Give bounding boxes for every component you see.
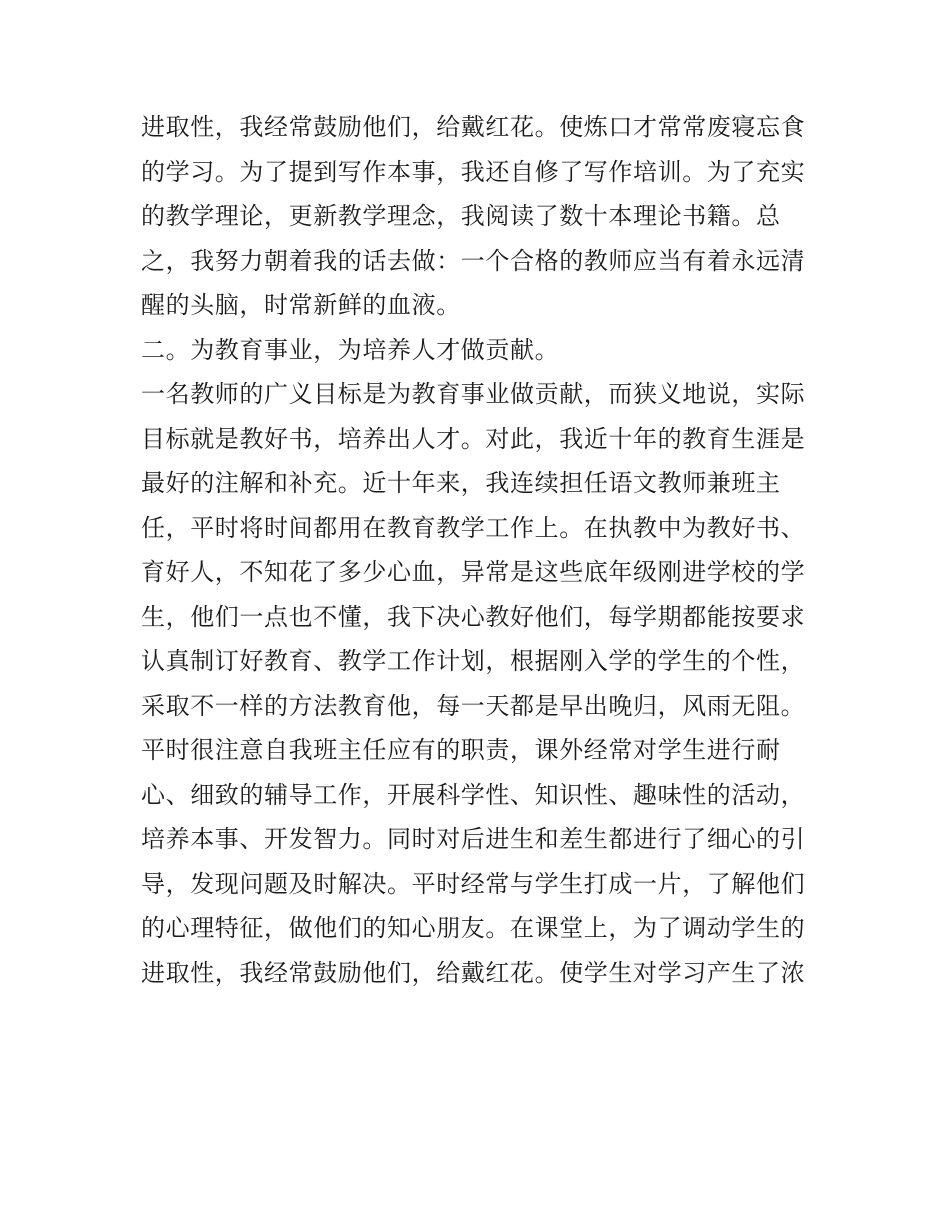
text-line: 生，他们一点也不懂，我下决心教好他们，每学期都能按要求	[141, 602, 806, 631]
text-line: 的教学理论，更新教学理念，我阅读了数十本理论书籍。总	[141, 202, 781, 230]
text-line: 的心理特征，做他们的知心朋友。在课堂上，为了调动学生的	[141, 914, 806, 942]
section-heading: 二。为教育事业，为培养人才做贡献。	[141, 335, 560, 364]
text-line: 采取不一样的方法教育他，每一天都是早出晚归，风雨无阻。	[141, 691, 806, 720]
text-line: 之，我努力朝着我的话去做：一个合格的教师应当有着永远清	[141, 246, 806, 275]
text-line: 醒的头脑，时常新鲜的血液。	[141, 291, 461, 319]
body-text	[141, 105, 821, 995]
text-line: 心、细致的辅导工作，开展科学性、知识性、趣味性的活动，	[141, 780, 806, 809]
text-line: 最好的注解和补充。近十年来，我连续担任语文教师兼班主	[141, 469, 781, 497]
text-line: 目标就是教好书，培养出人才。对此，我近十年的教育生涯是	[141, 424, 806, 453]
text-line: 认真制订好教育、教学工作计划，根据刚入学的学生的个性，	[141, 647, 806, 675]
text-line: 育好人，不知花了多少心血，异常是这些底年级刚进学校的学	[141, 558, 806, 586]
text-line: 培养本事、开发智力。同时对后进生和差生都进行了细心的引	[141, 825, 806, 853]
text-line: 进取性，我经常鼓励他们，给戴红花。使炼口才常常废寝忘食	[141, 113, 806, 141]
text-line: 一名教师的广义目标是为教育事业做贡献，而狭义地说，实际	[141, 380, 806, 408]
text-line: 任，平时将时间都用在教育教学工作上。在执教中为教好书、	[141, 513, 806, 542]
text-line: 的学习。为了提到写作本事，我还自修了写作培训。为了充实	[141, 157, 806, 186]
text-line: 导，发现问题及时解决。平时经常与学生打成一片，了解他们	[141, 869, 806, 898]
text-line: 进取性，我经常鼓励他们，给戴红花。使学生对学习产生了浓	[141, 958, 806, 987]
text-line: 平时很注意自我班主任应有的职责，课外经常对学生进行耐	[141, 736, 781, 764]
